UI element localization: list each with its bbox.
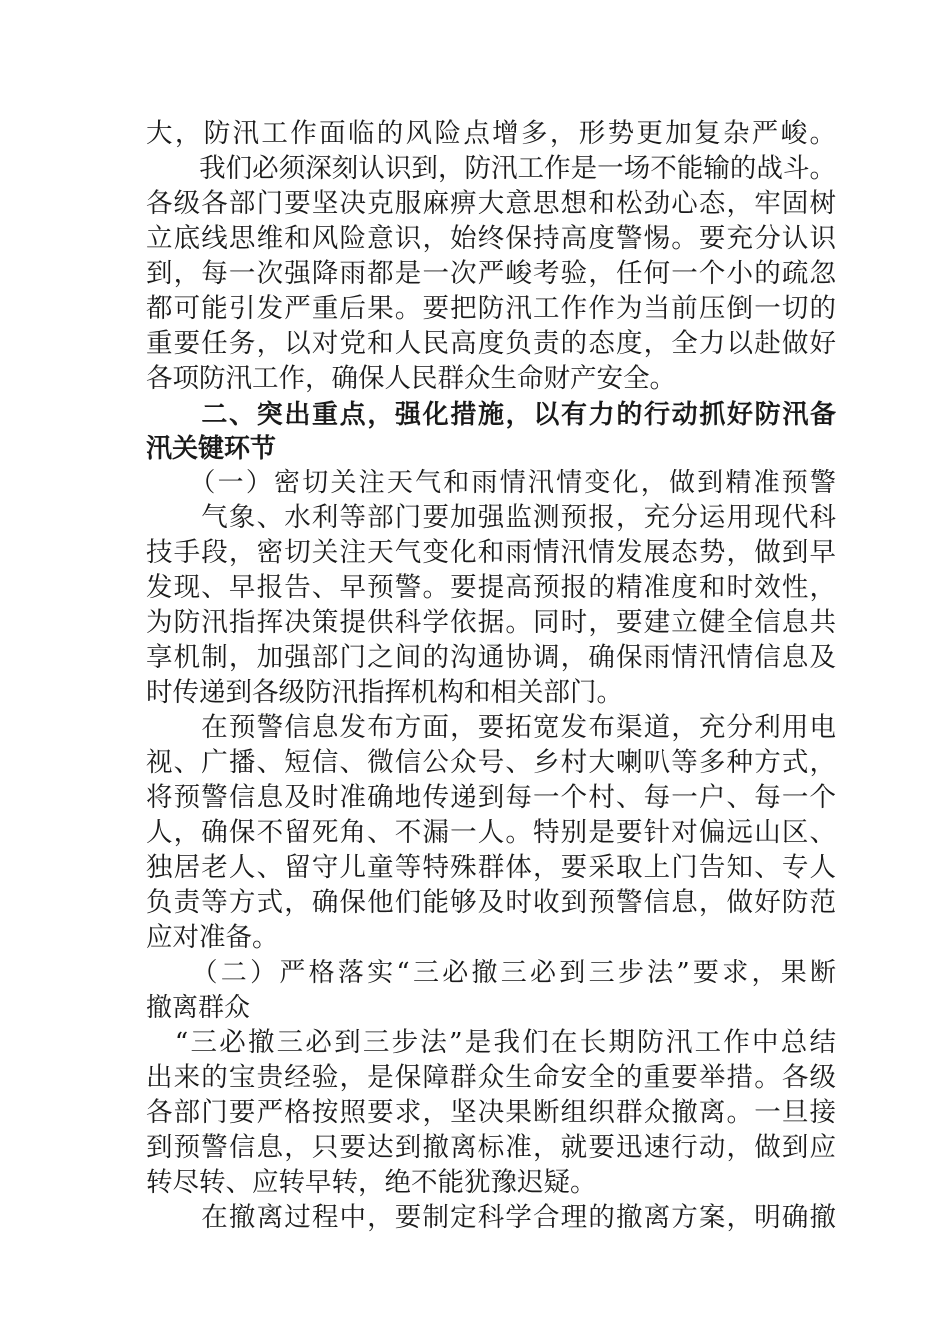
text-line: 负责等方式，确保他们能够及时收到预警信息，做好防范 <box>146 887 836 918</box>
text-line: 大，防汛工作面临的风险点增多，形势更加复杂严峻。 <box>146 118 836 149</box>
text-line: 出来的宝贵经验，是保障群众生命安全的重要举措。各级 <box>146 1062 836 1093</box>
text-line: 转尽转、应转早转，绝不能犹豫迟疑。 <box>146 1167 597 1198</box>
text-line: 各部门要严格按照要求，坚决果断组织群众撤离。一旦接 <box>146 1097 836 1128</box>
text-line: 各项防汛工作，确保人民群众生命财产安全。 <box>146 363 676 394</box>
text-line: 立底线思维和风险意识，始终保持高度警惕。要充分认识 <box>146 223 836 254</box>
subsection-heading: （二）严格落实“三必撤三必到三步法”要求，果断 <box>146 958 836 988</box>
paragraph-line: “三必撤三必到三步法”是我们在长期防汛工作中总结 <box>146 1027 836 1058</box>
subsection-heading: （一）密切关注天气和雨情汛情变化，做到精准预警 <box>146 468 836 498</box>
text-line: 视、广播、短信、微信公众号、乡村大喇叭等多种方式， <box>146 747 836 778</box>
subsection-heading: 撤离群众 <box>146 993 251 1023</box>
section-heading: 汛关键环节 <box>146 434 277 464</box>
text-line: 为防汛指挥决策提供科学依据。同时，要建立健全信息共 <box>146 607 836 638</box>
section-heading: 二、突出重点，强化措施，以有力的行动抓好防汛备 <box>146 400 836 430</box>
text-line: 发现、早报告、早预警。要提高预报的精准度和时效性， <box>146 572 836 603</box>
text-line: 时传递到各级防汛指挥机构和相关部门。 <box>146 677 623 708</box>
text-line: 独居老人、留守儿童等特殊群体，要采取上门告知、专人 <box>146 852 836 883</box>
text-line: 各级各部门要坚决克服麻痹大意思想和松劲心态，牢固树 <box>146 188 836 219</box>
text-line: 将预警信息及时准确地传递到每一个村、每一户、每一个 <box>146 782 836 813</box>
paragraph-line: 我们必须深刻认识到，防汛工作是一场不能输的战斗。 <box>146 153 836 184</box>
text-line: 都可能引发严重后果。要把防汛工作作为当前压倒一切的 <box>146 293 836 324</box>
paragraph-line: 气象、水利等部门要加强监测预报，充分运用现代科 <box>146 502 836 533</box>
text-line: 到预警信息，只要达到撤离标准，就要迅速行动，做到应 <box>146 1132 836 1163</box>
paragraph-line: 在撤离过程中，要制定科学合理的撤离方案，明确撤 <box>146 1202 836 1233</box>
text-line: 应对准备。 <box>146 922 279 953</box>
text-line: 享机制，加强部门之间的沟通协调，确保雨情汛情信息及 <box>146 642 836 673</box>
text-line: 到，每一次强降雨都是一次严峻考验，任何一个小的疏忽 <box>146 258 836 289</box>
text-line: 重要任务，以对党和人民高度负责的态度，全力以赴做好 <box>146 328 836 359</box>
paragraph-line: 在预警信息发布方面，要拓宽发布渠道，充分利用电 <box>146 712 836 743</box>
text-line: 人，确保不留死角、不漏一人。特别是要针对偏远山区、 <box>146 817 836 848</box>
text-line: 技手段，密切关注天气变化和雨情汛情发展态势，做到早 <box>146 537 836 568</box>
